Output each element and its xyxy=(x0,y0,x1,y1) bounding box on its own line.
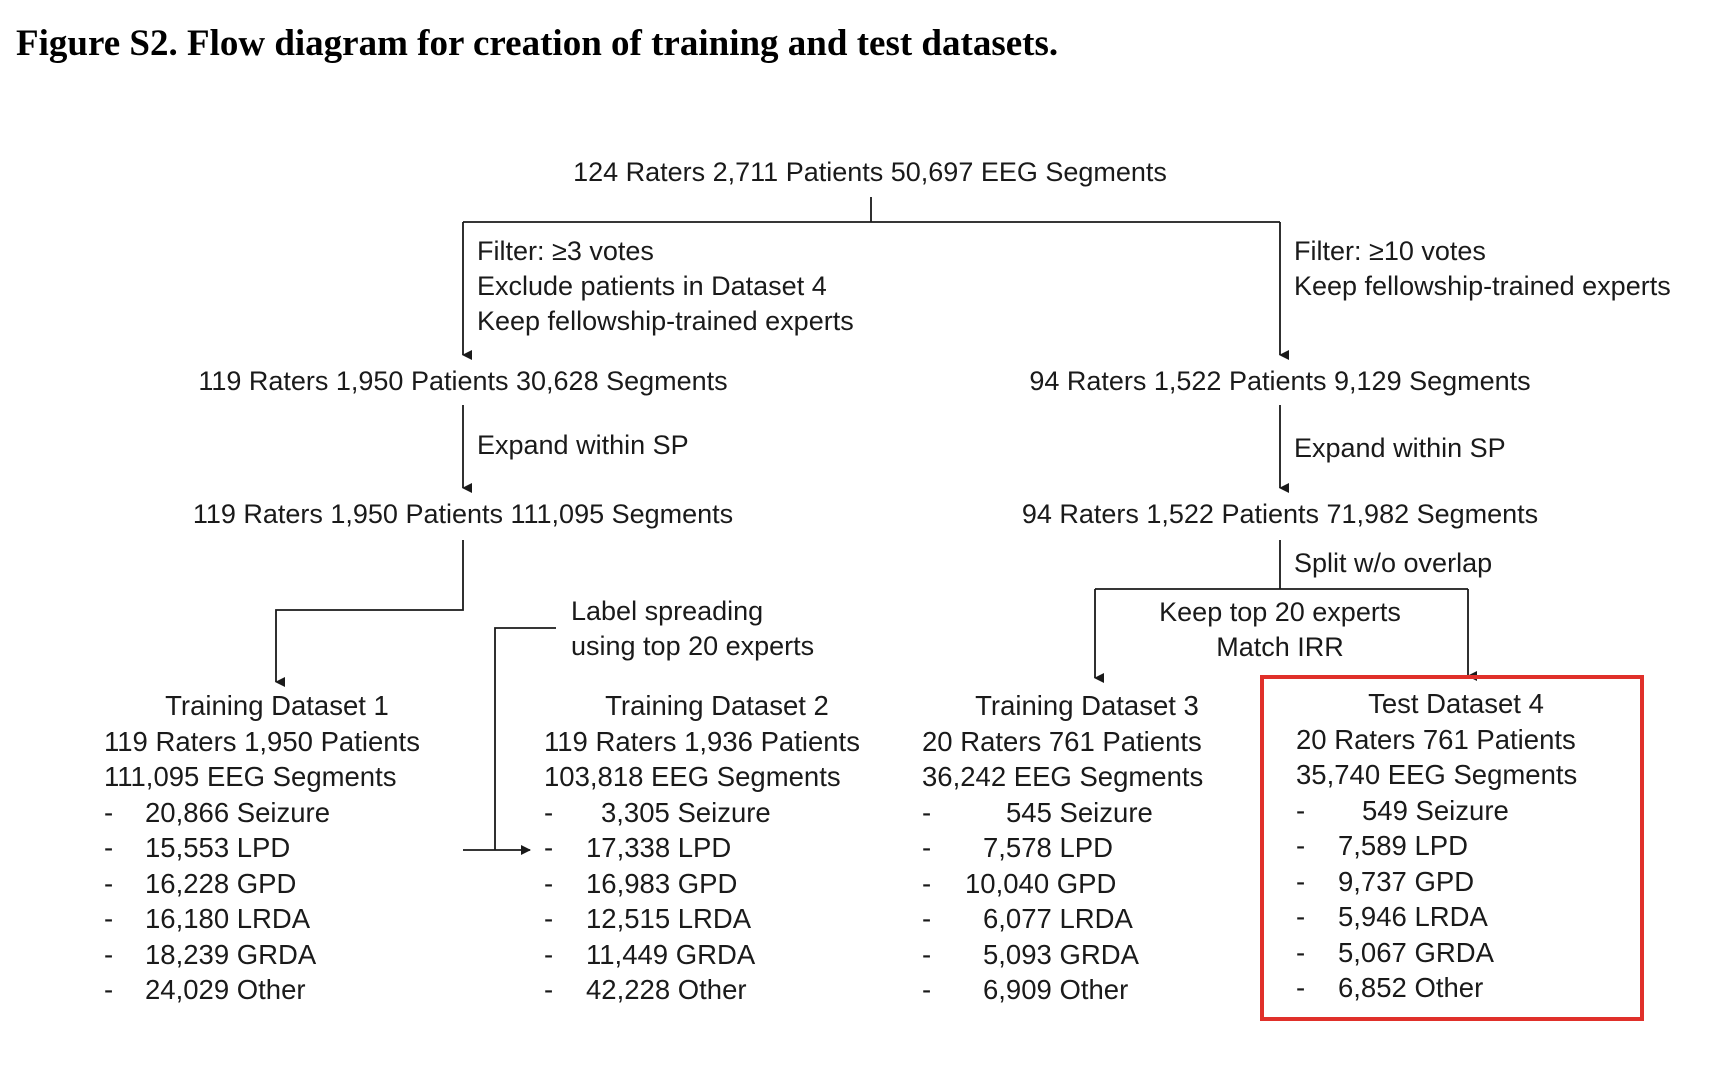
dataset-raters: 20 Raters 761 Patients xyxy=(1296,723,1576,755)
class-count: 6,909 Other xyxy=(983,974,1129,1005)
dataset-segments: 103,818 EEG Segments xyxy=(544,761,841,792)
class-row: - 6,909 Other xyxy=(922,972,1252,1008)
right-level1-node: 94 Raters 1,522 Patients 9,129 Segments xyxy=(1029,366,1531,396)
left-filter-line-1: Filter: ≥3 votes xyxy=(477,236,654,266)
right-filter-line-2: Keep fellowship-trained experts xyxy=(1294,271,1671,301)
class-row: - 5,067 GRDA xyxy=(1296,935,1616,971)
class-count: 11,449 GRDA xyxy=(586,938,756,970)
top-node: 124 Raters 2,711 Patients 50,697 EEG Segments xyxy=(573,157,1167,187)
class-row: - 12,515 LRDA xyxy=(544,901,890,937)
left-level2-node: 119 Raters 1,950 Patients 111,095 Segments xyxy=(192,499,734,529)
class-row: - 5,946 LRDA xyxy=(1296,899,1616,935)
class-row: - 16,983 GPD xyxy=(544,866,890,902)
class-row: - 9,737 GPD xyxy=(1296,864,1616,900)
label-spreading-note xyxy=(571,594,814,664)
class-row: - 11,449 GRDA xyxy=(544,937,890,973)
right-expand-label: Expand within SP xyxy=(1294,433,1506,463)
class-count: 16,180 LRDA xyxy=(145,903,311,934)
keep-top-note xyxy=(1110,595,1450,665)
left-expand-label: Expand within SP xyxy=(477,430,689,460)
test-dataset-4 xyxy=(1296,686,1616,1006)
dataset-name: Training Dataset 1 xyxy=(165,690,389,721)
dataset-segments: 36,242 EEG Segments xyxy=(922,761,1204,792)
dataset-segments: 111,095 EEG Segments xyxy=(104,761,397,792)
dataset-raters: 20 Raters 761 Patients xyxy=(922,725,1202,757)
class-count: 42,228 Other xyxy=(586,974,747,1005)
class-count: 16,983 GPD xyxy=(586,867,738,899)
class-count: 20,866 Seizure xyxy=(145,796,330,828)
class-row: - 7,589 LPD xyxy=(1296,828,1616,864)
class-count: 549 Seizure xyxy=(1362,794,1509,826)
left-filter-line-3: Keep fellowship-trained experts xyxy=(477,306,854,336)
class-row: - 20,866 Seizure xyxy=(104,795,450,831)
class-row: - 15,553 LPD xyxy=(104,830,450,866)
dataset-raters: 119 Raters 1,936 Patients xyxy=(544,725,860,757)
class-count: 24,029 Other xyxy=(145,974,306,1005)
left-filter-box xyxy=(477,234,854,339)
dataset-name: Training Dataset 3 xyxy=(975,690,1199,721)
class-count: 5,946 LRDA xyxy=(1338,901,1488,932)
class-count: 15,553 LPD xyxy=(145,832,291,863)
class-count: 5,067 GRDA xyxy=(1338,936,1494,968)
class-count: 10,040 GPD xyxy=(965,867,1117,899)
right-filter-box xyxy=(1294,234,1671,304)
dataset-name: Training Dataset 2 xyxy=(605,690,829,721)
dataset1-arrow xyxy=(276,540,463,682)
class-row: - 5,093 GRDA xyxy=(922,937,1252,973)
class-count: 18,239 GRDA xyxy=(145,938,317,970)
class-count: 7,578 LPD xyxy=(983,832,1113,863)
class-count: 6,852 Other xyxy=(1338,972,1484,1003)
class-row: - 6,077 LRDA xyxy=(922,901,1252,937)
left-filter-line-2: Exclude patients in Dataset 4 xyxy=(477,271,827,301)
dataset-segments: 35,740 EEG Segments xyxy=(1296,759,1578,790)
dataset-name: Test Dataset 4 xyxy=(1368,688,1544,719)
right-level2-node: 94 Raters 1,522 Patients 71,982 Segments xyxy=(1021,499,1539,529)
class-row: - 7,578 LPD xyxy=(922,830,1252,866)
right-filter-line-1: Filter: ≥10 votes xyxy=(1294,236,1486,266)
class-count: 9,737 GPD xyxy=(1338,865,1475,897)
class-row: - 545 Seizure xyxy=(922,795,1252,831)
class-count: 17,338 LPD xyxy=(586,832,732,863)
class-count: 12,515 LRDA xyxy=(586,903,752,934)
class-row: - 10,040 GPD xyxy=(922,866,1252,902)
keep-top-line-1: Keep top 20 experts xyxy=(1159,597,1401,627)
class-row: - 16,180 LRDA xyxy=(104,901,450,937)
class-row: - 549 Seizure xyxy=(1296,793,1616,829)
class-row: - 16,228 GPD xyxy=(104,866,450,902)
training-dataset-3 xyxy=(922,688,1252,1008)
class-count: 5,093 GRDA xyxy=(983,938,1139,970)
training-dataset-1 xyxy=(104,688,450,1008)
class-row: - 3,305 Seizure xyxy=(544,795,890,831)
class-count: 16,228 GPD xyxy=(145,867,297,899)
keep-top-line-2: Match IRR xyxy=(1216,632,1344,662)
class-row: - 18,239 GRDA xyxy=(104,937,450,973)
class-count: 545 Seizure xyxy=(1006,796,1153,828)
figure-title: Figure S2. Flow diagram for creation of training and test datasets. xyxy=(16,23,1059,64)
split-label: Split w/o overlap xyxy=(1294,548,1493,578)
class-count: 6,077 LRDA xyxy=(983,903,1133,934)
class-row: - 24,029 Other xyxy=(104,972,450,1008)
class-row: - 42,228 Other xyxy=(544,972,890,1008)
training-dataset-2 xyxy=(544,688,890,1008)
left-level1-node: 119 Raters 1,950 Patients 30,628 Segments xyxy=(198,366,728,396)
dataset-raters: 119 Raters 1,950 Patients xyxy=(104,725,420,757)
class-count: 3,305 Seizure xyxy=(601,796,771,828)
class-count: 7,589 LPD xyxy=(1338,830,1468,861)
label-spreading-line-2: using top 20 experts xyxy=(571,631,815,661)
class-row: - 17,338 LPD xyxy=(544,830,890,866)
class-row: - 6,852 Other xyxy=(1296,970,1616,1006)
label-spreading-line-1: Label spreading xyxy=(571,596,764,626)
